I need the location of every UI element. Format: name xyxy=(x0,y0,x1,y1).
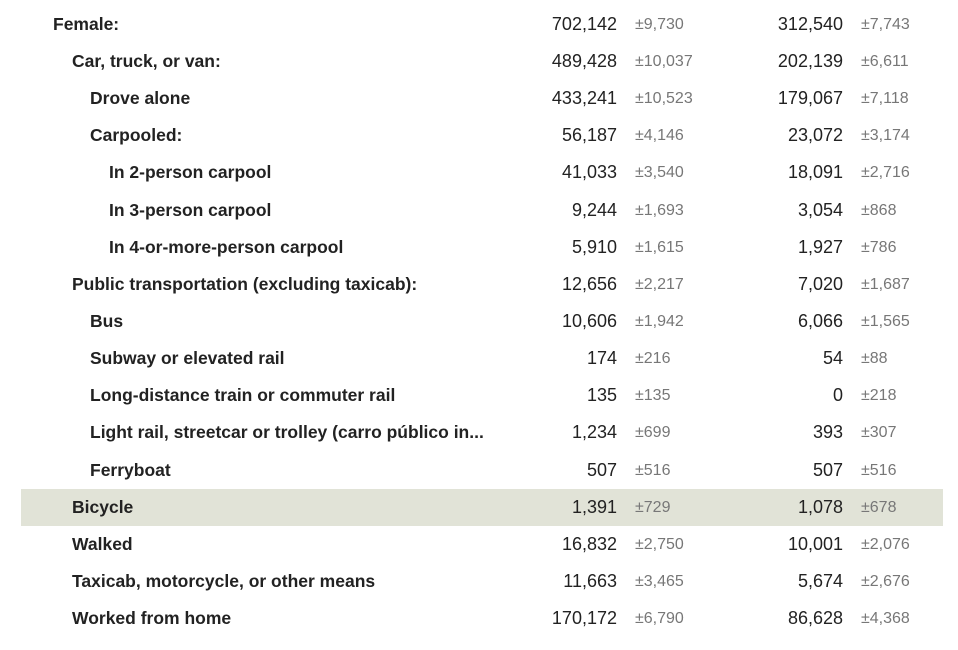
estimate-col1: 5,910 xyxy=(571,237,617,257)
row-label: Car, truck, or van: xyxy=(72,51,221,71)
estimate-col2: 393 xyxy=(812,422,843,442)
estimate-col2: 7,020 xyxy=(797,274,843,294)
margin-col2: ±4,368 xyxy=(861,610,910,627)
row-label: Walked xyxy=(72,534,133,554)
table-row[interactable] xyxy=(21,600,943,637)
margin-col2: ±6,611 xyxy=(861,53,909,70)
table-row[interactable] xyxy=(21,192,943,229)
margin-col1: ±10,037 xyxy=(635,53,693,70)
estimate-col2: 507 xyxy=(812,460,843,480)
margin-col2: ±218 xyxy=(861,387,897,404)
margin-col1: ±6,790 xyxy=(635,610,684,627)
estimate-col2: 1,927 xyxy=(797,237,843,257)
estimate-col1: 11,663 xyxy=(563,571,617,591)
margin-col2: ±3,174 xyxy=(861,127,910,144)
row-label: Drove alone xyxy=(90,88,191,108)
estimate-col1: 16,832 xyxy=(561,534,617,554)
table-row[interactable] xyxy=(21,154,943,191)
estimate-col2: 312,540 xyxy=(777,14,843,34)
row-label: Public transportation (excluding taxicab): xyxy=(72,274,418,294)
estimate-col1: 41,033 xyxy=(561,162,617,182)
margin-col2: ±868 xyxy=(861,202,897,219)
margin-col2: ±307 xyxy=(861,424,897,441)
margin-col1: ±1,615 xyxy=(635,239,684,256)
estimate-col2: 1,078 xyxy=(797,497,843,517)
table-row[interactable] xyxy=(21,526,943,563)
margin-col2: ±678 xyxy=(861,499,897,516)
estimate-col2: 18,091 xyxy=(787,162,843,182)
estimate-col2: 0 xyxy=(832,385,843,405)
estimate-col1: 507 xyxy=(586,460,617,480)
margin-col1: ±699 xyxy=(635,424,671,441)
table-row[interactable] xyxy=(21,377,943,414)
margin-col2: ±88 xyxy=(861,350,888,367)
table-row[interactable] xyxy=(21,563,943,600)
row-label: Ferryboat xyxy=(90,460,171,480)
margin-col1: ±729 xyxy=(635,499,671,516)
estimate-col1: 433,241 xyxy=(551,88,617,108)
margin-col1: ±2,750 xyxy=(635,536,684,553)
margin-col1: ±4,146 xyxy=(635,127,684,144)
estimate-col2: 10,001 xyxy=(787,534,843,554)
margin-col1: ±516 xyxy=(635,462,671,479)
table-row[interactable] xyxy=(21,452,943,489)
margin-col1: ±3,465 xyxy=(635,573,684,590)
row-label: In 2-person carpool xyxy=(109,162,272,182)
table-row[interactable] xyxy=(21,229,943,266)
row-label: Long-distance train or commuter rail xyxy=(90,385,396,405)
estimate-col2: 86,628 xyxy=(787,608,843,628)
estimate-col1: 9,244 xyxy=(571,200,617,220)
estimate-col2: 179,067 xyxy=(777,88,843,108)
estimate-col2: 3,054 xyxy=(797,200,843,220)
row-label: Female: xyxy=(53,14,120,34)
estimate-col1: 56,187 xyxy=(561,125,617,145)
table-row[interactable] xyxy=(21,303,943,340)
margin-col1: ±9,730 xyxy=(635,16,684,33)
estimate-col1: 1,391 xyxy=(571,497,617,517)
margin-col1: ±1,693 xyxy=(635,202,684,219)
estimate-col1: 489,428 xyxy=(551,51,617,71)
table-row[interactable] xyxy=(21,414,943,451)
estimate-col1: 10,606 xyxy=(561,311,617,331)
table-row[interactable] xyxy=(21,340,943,377)
margin-col2: ±7,743 xyxy=(861,16,910,33)
estimate-col2: 54 xyxy=(822,348,843,368)
table-row-highlighted[interactable] xyxy=(21,489,943,526)
estimate-col2: 23,072 xyxy=(787,125,843,145)
row-label: Worked from home xyxy=(72,608,232,628)
margin-col1: ±2,217 xyxy=(635,276,684,293)
estimate-col2: 6,066 xyxy=(797,311,843,331)
row-label: Taxicab, motorcycle, or other means xyxy=(72,571,376,591)
estimate-col1: 1,234 xyxy=(571,422,617,442)
margin-col1: ±10,523 xyxy=(635,90,693,107)
table-row[interactable] xyxy=(21,266,943,303)
table-row[interactable] xyxy=(21,43,943,80)
margin-col2: ±1,565 xyxy=(861,313,910,330)
margin-col2: ±2,076 xyxy=(861,536,910,553)
margin-col2: ±516 xyxy=(861,462,897,479)
margin-col2: ±2,676 xyxy=(861,573,910,590)
margin-col2: ±786 xyxy=(861,239,897,256)
margin-col1: ±1,942 xyxy=(635,313,684,330)
row-label: Carpooled: xyxy=(90,125,183,145)
estimate-col1: 170,172 xyxy=(551,608,617,628)
estimate-col1: 135 xyxy=(586,385,617,405)
table-row[interactable] xyxy=(21,117,943,154)
estimate-col1: 12,656 xyxy=(561,274,617,294)
row-label: In 3-person carpool xyxy=(109,200,272,220)
margin-col1: ±3,540 xyxy=(635,164,684,181)
row-label: Bus xyxy=(90,311,124,331)
row-label: In 4-or-more-person carpool xyxy=(109,237,344,257)
estimate-col1: 702,142 xyxy=(551,14,617,34)
table-row[interactable] xyxy=(21,6,943,43)
row-label: Bicycle xyxy=(72,497,134,517)
margin-col2: ±1,687 xyxy=(861,276,910,293)
estimate-col1: 174 xyxy=(586,348,617,368)
margin-col2: ±2,716 xyxy=(861,164,910,181)
estimate-col2: 5,674 xyxy=(797,571,843,591)
estimate-col2: 202,139 xyxy=(777,51,843,71)
margin-col1: ±216 xyxy=(635,350,671,367)
margin-col1: ±135 xyxy=(635,387,671,404)
row-label: Subway or elevated rail xyxy=(90,348,285,368)
row-label: Light rail, streetcar or trolley (carro público in... xyxy=(90,422,484,442)
margin-col2: ±7,118 xyxy=(861,90,909,107)
table-row[interactable] xyxy=(21,80,943,117)
